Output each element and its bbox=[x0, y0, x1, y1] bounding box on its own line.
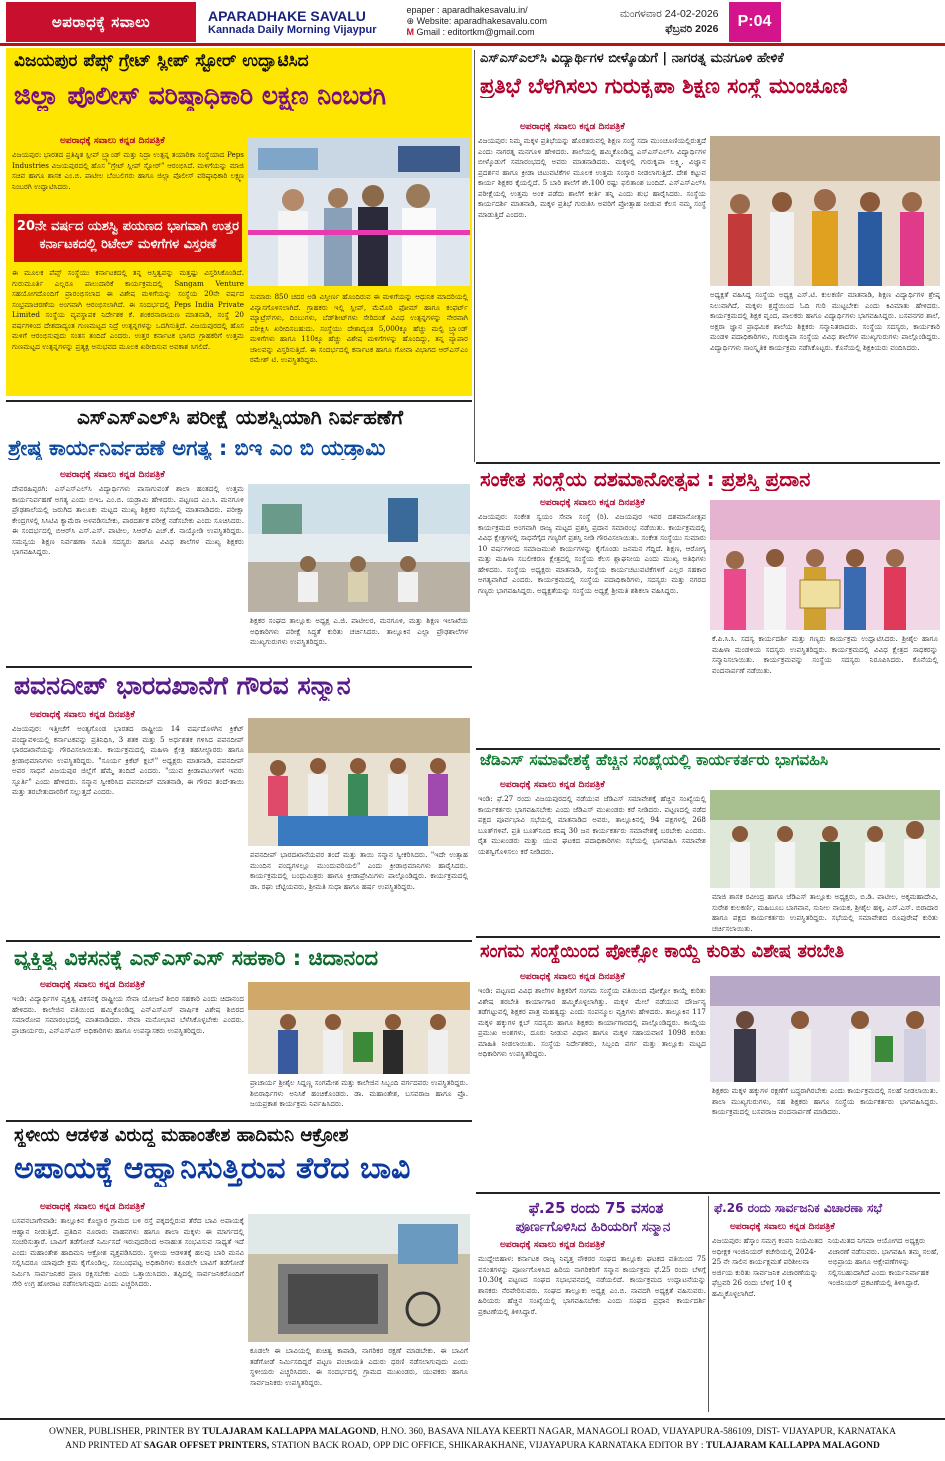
sangama-caption: ಶಿಕ್ಷಕರು ಮಕ್ಕಳ ಹಕ್ಕುಗಳ ರಕ್ಷಣೆಗೆ ಬದ್ಧರಾಗಿರಬೇಕು ಎಂದು ಕಾರ್ಯಕ್ರಮದಲ್ಲಿ ಸಲಹೆ ನೀಡಲಾಯಿತು. ಶಾಲಾ ಮುಖ್ಯಗುರುಗಳು, ಸಹ ಶಿಕ್ಷಕರು ಹಾಗೂ ಸಂಸ್ಥೆಯ ಕಾರ್ಯಕರ್ತರು ಭಾಗವಹಿಸಿದ್ದರು. ಕಾರ್ಯಕ್ರಮದಲ್ಲಿ ಬಸವರಾಜ ವಂದನಾರ್ಪಣೆ ಮಾಡಿದರು. bbox=[712, 1086, 938, 1116]
section-rule bbox=[476, 1192, 940, 1194]
imprint-line-2 bbox=[0, 1439, 945, 1453]
website-text: Website: aparadhakesavalu.com bbox=[416, 16, 547, 26]
open-well-photo bbox=[248, 1214, 470, 1342]
open-well-image bbox=[248, 1214, 470, 1342]
pavan-body: ವಿಜಯಪುರ: ಇತ್ತೀಚೆಗೆ ಅಂತ್ಯಗೊಂಡ ಭಾರತದ ರಾಷ್ಟ್ರೀಯ 14 ವರ್ಷದೊಳಗಿನ ಕ್ರಿಕೆಟ್ ಪಂದ್ಯಾವಳಿಯಲ್ಲಿ ಕರ್ನಾಟಕವನ್ನು ಪ್ರತಿನಿಧಿಸಿ, 3 ಶತಕ ಮತ್ತು 5 ಅರ್ಧಶತಕ ಗಳಿಸಿದ ಪವನದೀಪ್ ಭಾರದಖಾನೆಯನ್ನು ಗೌರವಿಸಲಾಯಿತು. ಕಾರ್ಯಕ್ರಮದಲ್ಲಿ ಮಹಿಳಾ ಕ್ಷೇತ್ರ ತಹಸೀಲ್ದಾರರು ಹಾಗೂ ಕ್ರೀಡಾಭಿಮಾನಿಗಳು ಉಪಸ್ಥಿತರಿದ್ದರು. "ಸೂರ್ಯ ಕ್ರಿಕೆಟ್ ಕ್ಲಬ್" ಅಧ್ಯಕ್ಷರು ಮಾತನಾಡಿ, ಪವನದೀಪ್ ಅವರ ಸಾಧನೆ ವಿಜಯಪುರ ಜಿಲ್ಲೆಗೆ ಹೆಮ್ಮೆ ತಂದಿದೆ ಎಂದರು. "ಯುವ ಕ್ರೀಡಾಪಟುಗಳಿಗೆ ಇವರು ಸ್ಫೂರ್ತಿ" ಎಂದು ಹೇಳಿದರು. ಸನ್ಮಾನ ಸ್ವೀಕರಿಸಿದ ಪವನದೀಪ್ ಮಾತನಾಡಿ, ಈ ಗೌರವ ತಂದೆ-ತಾಯಿ ಮತ್ತು ತರಬೇತುದಾರರಿಗೆ ಸಲ್ಲುತ್ತದೆ ಎಂದರು. bbox=[12, 724, 244, 796]
imprint-editor-label: EDITOR BY : bbox=[648, 1441, 704, 1451]
gurukrupa-event-photo bbox=[710, 136, 940, 286]
email-text: Gmail : editortkm@gmail.com bbox=[416, 27, 535, 37]
guru-kicker: ಎಸ್‌ಎಸ್‌ಎಲ್‌ಸಿ ವಿದ್ಯಾರ್ಥಿಗಳ ಬೀಳ್ಕೊಡುಗೆ | ನಾಗರತ್ನ ಮನಗೂಳಿ ಹೇಳಿಕೆ bbox=[480, 52, 784, 66]
hiriyaru-headline-1: ಫೆ.25 ರಂದು 75 ವಸಂತ bbox=[528, 1200, 664, 1217]
jds-caption: ಮಾಜಿ ಶಾಸಕ ರವೀಂದ್ರ ಹಾಗೂ ಜೆಡಿಎಸ್ ತಾಲ್ಲೂಕು ಅಧ್ಯಕ್ಷರು, ಬಿ.ಡಿ. ಪಾಟೀಲ, ಅಕ್ಕಮಹಾದೇವಿ, ಸುರೇಶ ಕುಲಕರ್ಣಿ, ಮಹಿಬೂಬ ಬಾಗವಾನ, ಸುನೀಲ ನಾಯಕ, ಶ್ರೀಶೈಲ ಹಳ್ಳಿ, ಎಸ್.ಎಸ್. ಬಿರಾದಾರ ಹಾಗೂ ಪಕ್ಷದ ಕಾರ್ಯಕರ್ತರು ಉಪಸ್ಥಿತರಿದ್ದರು. ಸಭೆಯಲ್ಲಿ ಸಮಾವೇಶದ ರೂಪುರೇಷೆ ಕುರಿತು ಚರ್ಚಿಸಲಾಯಿತು. bbox=[712, 892, 938, 932]
guru-body-2: ಅಧ್ಯಕ್ಷತೆ ವಹಿಸಿದ್ದ ಸಂಸ್ಥೆಯ ಅಧ್ಯಕ್ಷ ಎಸ್.ಟಿ. ಕುಲಕರ್ಣಿ ಮಾತನಾಡಿ, ಶಿಕ್ಷಣ ವಿದ್ಯಾರ್ಥಿಗಳ ಶ್ರೇಷ್ಠ ನಿಲುವಾಗಿದೆ, ಮಕ್ಕಳು ಶ್ರದ್ಧೆಯಿಂದ ಓದಿ ಗುರಿ ಮುಟ್ಟಬೇಕು ಎಂದು ಕಿವಿಮಾತು ಹೇಳಿದರು. ಕಾರ್ಯಕ್ರಮದಲ್ಲಿ ಶಿಕ್ಷಕ ವೃಂದ, ಪಾಲಕರು ಹಾಗೂ ವಿದ್ಯಾರ್ಥಿಗಳು ಭಾಗವಹಿಸಿದ್ದರು. ಬಸವನಗರ ಶಾಲೆ, ಅಕ್ಷರಾ ಜ್ಞಾನ ಪ್ರಾಥಮಿಕ ಶಾಲೆಯ ಶಿಕ್ಷಕರು ಸನ್ಮಾನಿತರಾದರು. ಸಂಸ್ಥೆಯ ಸದಸ್ಯರು, ಕಾರ್ಯಕಾರಿ ಮಂಡಳಿ ಪದಾಧಿಕಾರಿಗಳು, ಗುರುಕೃಪಾ ಸಂಸ್ಥೆಯ ವಿವಿಧ ಶಾಲೆಗಳ ಮುಖ್ಯಗುರುಗಳು ಪಾಲ್ಗೊಂಡಿದ್ದರು. ವಿದ್ಯಾರ್ಥಿಗಳು ಸಾಂಸ್ಕೃತಿಕ ಕಾರ್ಯಕ್ರಮ ನಡೆಸಿಕೊಟ್ಟರು. ಕೊನೆಯಲ್ಲಿ ಶಿಕ್ಷಕಿಯರು ವಂದಿಸಿದರು. bbox=[710, 290, 940, 352]
well-caption: ಕೂಡಲೇ ಈ ಬಾವಿಯಲ್ಲಿ ಶುಚಿತ್ವ ಕಾಪಾಡಿ, ನಾಗರಿಕರ ರಕ್ಷಣೆ ಮಾಡಬೇಕು. ಈ ಬಾವಿಗೆ ತಡೆಗೋಡೆ ನಿರ್ಮಿಸದಿದ್ದರೆ ಪಟ್ಟಣ ಪಂಚಾಯತಿ ಎದುರು ಧರಣಿ ನಡೆಸಲಾಗುವುದು ಎಂದು ಸ್ಥಳೀಯರು ಎಚ್ಚರಿಸಿದರು. ಈ ಸಂದರ್ಭದಲ್ಲಿ ಗ್ರಾಮದ ಮುಖಂಡರು, ಯುವಕರು ಹಾಗೂ ಸಾರ್ವಜನಿಕರು ಉಪಸ್ಥಿತರಿದ್ದರು. bbox=[250, 1346, 468, 1387]
sanketa-award-photo bbox=[710, 500, 940, 630]
nss-body: ಇಂಡಿ: ವಿದ್ಯಾರ್ಥಿಗಳ ವ್ಯಕ್ತಿತ್ವ ವಿಕಸನಕ್ಕೆ ರಾಷ್ಟ್ರೀಯ ಸೇವಾ ಯೋಜನೆ ಶಿಬಿರ ಸಹಕಾರಿ ಎಂದು ಚಿದಾನಂದ ಹೇಳಿದರು. ಕಾಲೇಜಿನ ವತಿಯಿಂದ ಹಮ್ಮಿಕೊಂಡಿದ್ದ ಎನ್‌ಎಸ್‌ಎಸ್ ವಾರ್ಷಿಕ ವಿಶೇಷ ಶಿಬಿರದ ಸಮಾರೋಪ ಸಮಾರಂಭದಲ್ಲಿ ಮಾತನಾಡಿದರು. ಸೇವಾ ಮನೋಭಾವ ಬೆಳೆಸಿಕೊಳ್ಳಬೇಕು ಎಂದರು. ಪ್ರಾಚಾರ್ಯರು, ಎನ್‌ಎಸ್‌ಎಸ್ ಅಧಿಕಾರಿಗಳು ಹಾಗೂ ಉಪನ್ಯಾಸಕರು ಉಪಸ್ಥಿತರಿದ್ದರು. bbox=[12, 994, 244, 1035]
page-number: P:04 bbox=[729, 2, 781, 42]
hiriyaru-body: ಮುದ್ದೇಬಿಹಾಳ: ಕರ್ನಾಟಕ ರಾಜ್ಯ ನಿವೃತ್ತ ನೌಕರರ ಸಂಘದ ತಾಲ್ಲೂಕು ಘಟಕದ ವತಿಯಿಂದ 75 ವಸಂತಗಳನ್ನು ಪೂರ್ಣಗೊಳಿಸಿದ ಹಿರಿಯ ನಾಗರಿಕರಿಗೆ ಸನ್ಮಾನ ಕಾರ್ಯಕ್ರಮ ಫೆ.25 ರಂದು ಬೆಳಿಗ್ಗೆ 10.30ಕ್ಕೆ ಪಟ್ಟಣದ ಸಂಘದ ಸಭಾಭವನದಲ್ಲಿ ನಡೆಯಲಿದೆ. ಕಾರ್ಯಕ್ರಮದ ಉದ್ಘಾಟನೆಯನ್ನು ಶಾಸಕರು ನೆರವೇರಿಸುವರು. ಸಂಘದ ತಾಲ್ಲೂಕು ಅಧ್ಯಕ್ಷ ಎಂ.ಬಿ. ನಾವದಗಿ ಅಧ್ಯಕ್ಷತೆ ವಹಿಸುವರು. ಹಿರಿಯರು ಹೆಚ್ಚಿನ ಸಂಖ್ಯೆಯಲ್ಲಿ ಭಾಗವಹಿಸಬೇಕು ಎಂದು ಸಂಘದ ಪ್ರಧಾನ ಕಾರ್ಯದರ್ಶಿ ಪ್ರಕಟಣೆಯಲ್ಲಿ ತಿಳಿಸಿದ್ದಾರೆ. bbox=[478, 1254, 706, 1316]
imprint-editor-name: TULAJARAM KALLAPPA MALAGOND bbox=[705, 1441, 880, 1451]
nss-stage-photo bbox=[248, 982, 470, 1074]
award-ceremony-photo bbox=[710, 500, 940, 630]
date-block bbox=[609, 7, 719, 37]
nss-caption: ಪ್ರಾಚಾರ್ಯ ಶ್ರೀಶೈಲ ಸಿದ್ದಣ್ಣ ಸಂಗಮೇಶ ಮತ್ತು ಕಾಲೇಜಿನ ಸಿಬ್ಬಂದಿ ವರ್ಗದವರು ಉಪಸ್ಥಿತರಿದ್ದರು. ಶಿಬಿರಾರ್ಥಿಗಳು ಅನಿಸಿಕೆ ಹಂಚಿಕೊಂಡರು. ಡಾ. ಮಹಾಂತೇಶ, ಬಸವರಾಜ ಹಾಗೂ ಪ್ರೊ. ಜಯಪ್ರಕಾಶ ಕಾರ್ಯಕ್ರಮ ನಿರ್ವಹಿಸಿದರು. bbox=[250, 1078, 468, 1108]
imprint-address: , H.NO. 360, BASAVA NILAYA KEERTI NAGAR, MANAGOLI ROAD, VIJAYAPURA-586109, DIST- VIJAYAPUR, KARNATAKA bbox=[376, 1427, 896, 1437]
nss-byline: ಅಪರಾಧಕ್ಕೆ ಸವಾಲು ಕನ್ನಡ ದಿನಪತ್ರಿಕೆ bbox=[40, 980, 145, 990]
guru-byline: ಅಪರಾಧಕ್ಕೆ ಸವಾಲು ಕನ್ನಡ ದಿನಪತ್ರಿಕೆ bbox=[520, 122, 625, 132]
meeting-hall-photo bbox=[248, 484, 470, 612]
section-rule bbox=[6, 666, 472, 668]
sanketa-headline: ಸಂಕೇತ ಸಂಸ್ಥೆಯ ದಶಮಾನೋತ್ಸವ : ಪ್ರಶಸ್ತಿ ಪ್ರದಾನ bbox=[480, 468, 811, 491]
imprint-line-1 bbox=[0, 1425, 945, 1439]
issue-date: ಮಂಗಳವಾರ 24-02-2026 bbox=[619, 7, 719, 20]
masthead bbox=[0, 0, 945, 46]
issue-month: ಫೆಬ್ರವರಿ 2026 bbox=[665, 22, 719, 35]
well-kicker: ಸ್ಥಳೀಯ ಆಡಳಿತ ವಿರುದ್ಧ ಮಹಾಂತೇಶ ಹಾದಿಮನಿ ಆಕ್ರೋಶ bbox=[14, 1126, 349, 1146]
column-divider bbox=[708, 1196, 709, 1412]
nss-headline: ವ್ಯಕ್ತಿತ್ವ ವಿಕಸನಕ್ಕೆ ಎನ್‌ಎಸ್‌ಎಸ್ ಸಹಕಾರಿ : ಚಿದಾನಂದ bbox=[14, 946, 379, 970]
sanketa-caption: ಕೆ.ಪಿ.ಸಿ.ಸಿ. ಸದಸ್ಯ ಕಾರ್ಯದರ್ಶಿ ಮತ್ತು ಗಣ್ಯರು ಕಾರ್ಯಕ್ರಮ ಉದ್ಘಾಟಿಸಿದರು. ಶ್ರೀಶೈಲ ಹಾಗೂ ಮಹಿಳಾ ಮಂಡಳಿಯ ಸದಸ್ಯರು ಉಪಸ್ಥಿತರಿದ್ದರು. ಕಾರ್ಯಕ್ರಮದಲ್ಲಿ ವಿವಿಧ ಕ್ಷೇತ್ರದ ಸಾಧಕರನ್ನು ಸನ್ಮಾನಿಸಲಾಯಿತು. ಕಾರ್ಯಕ್ರಮವನ್ನು ಸಂಸ್ಥೆಯ ಸದಸ್ಯರು ನಿರೂಪಿಸಿದರು. ಕೊನೆಯಲ್ಲಿ ವಂದನಾರ್ಪಣೆ ನಡೆಯಿತು. bbox=[712, 634, 938, 675]
mail-icon: M bbox=[406, 27, 414, 37]
imprint-press-name: SAGAR OFFSET PRINTERS, bbox=[143, 1441, 270, 1451]
exam-meeting-photo bbox=[248, 484, 470, 612]
section-rule bbox=[6, 940, 472, 942]
section-rule bbox=[476, 748, 940, 750]
pavan-headline: ಪವನದೀಪ್ ಭಾರದಖಾನೆಗೆ ಗೌರವ ಸನ್ಮಾನ bbox=[14, 672, 351, 700]
pepsi-highlight-box: 20ನೇ ವರ್ಷದ ಯಶಸ್ವಿ ಪಯಣದ ಭಾಗವಾಗಿ ಉತ್ತರ ಕರ್ನಾಟಕದಲ್ಲಿ ರಿಟೇಲ್ ಮಳಿಗೆಗಳ ವಿಸ್ತರಣೆ bbox=[14, 214, 242, 262]
party-meeting-photo bbox=[710, 790, 940, 888]
masthead-tagline: Kannada Daily Morning Vijaypur bbox=[208, 23, 377, 36]
sangama-byline: ಅಪರಾಧಕ್ಕೆ ಸವಾಲು ಕನ್ನಡ ದಿನಪತ್ರಿಕೆ bbox=[520, 972, 625, 982]
exam-byline: ಅಪರಾಧಕ್ಕೆ ಸವಾಲು ಕನ್ನಡ ದಿನಪತ್ರಿಕೆ bbox=[60, 470, 165, 480]
jds-headline: ಜೆಡಿಎಸ್ ಸಮಾವೇಶಕ್ಕೆ ಹೆಚ್ಚಿನ ಸಂಖ್ಯೆಯಲ್ಲಿ ಕಾರ್ಯಕರ್ತರು ಭಾಗವಹಿಸಿ bbox=[480, 752, 829, 769]
imprint-press-address: STATION BACK ROAD, OPP DIC OFFICE, SHIKARAKHANE, VIJAYAPURA KARNATAKA bbox=[271, 1441, 647, 1451]
pepsi-store-opening-photo bbox=[248, 138, 470, 286]
hearing-body-2: ನಿಯಮಿತದ ನಿಗಮಾ ಆಯೋಗದ ಅಧ್ಯಕ್ಷರು ವಿಚಾರಣೆ ನಡೆಸುವರು. ಭಾಗವಹಿಸಿ ತಮ್ಮ ಸಲಹೆ, ಅಭಿಪ್ರಾಯ ಹಾಗೂ ಆಕ್ಷೇಪಣೆಗಳನ್ನು ಸಲ್ಲಿಸಬಹುದಾಗಿದೆ ಎಂದು ಕಾರ್ಯನಿರ್ವಾಹಕ ಇಂಜಿನಿಯರ್ ಪ್ರಕಟಣೆಯಲ್ಲಿ ತಿಳಿಸಿದ್ದಾರೆ. bbox=[828, 1236, 939, 1287]
guru-headline: ಪ್ರತಿಭೆ ಬೆಳಗಿಸಲು ಗುರುಕೃಪಾ ಶಿಕ್ಷಣ ಸಂಸ್ಥೆ ಮುಂಚೂಣಿ bbox=[480, 74, 848, 98]
imprint-owner-label: OWNER, PUBLISHER, PRINTER BY bbox=[49, 1427, 200, 1437]
section-rule bbox=[6, 400, 472, 402]
training-session-photo bbox=[710, 976, 940, 1082]
column-divider bbox=[474, 50, 475, 462]
imprint-footer bbox=[0, 1418, 945, 1461]
email-link[interactable] bbox=[407, 27, 597, 38]
ribbon-cutting-photo bbox=[248, 138, 470, 286]
well-headline: ಅಪಾಯಕ್ಕೆ ಆಹ್ವಾನಿಸುತ್ತಿರುವ ತೆರೆದ ಬಾವಿ bbox=[14, 1152, 411, 1186]
website-link[interactable] bbox=[407, 16, 597, 27]
pavan-felicitation-photo bbox=[248, 718, 470, 846]
globe-icon: ⊕ bbox=[406, 16, 415, 26]
pepsi-body-1: ವಿಜಯಪುರ: ಭಾರತದ ಪ್ರತಿಷ್ಠಿತ ಸ್ಲೀಪ್ ಬ್ರ್ಯಾಂಡ್ ಮತ್ತು ನಿದ್ರಾ ಉತ್ಪನ್ನ ತಯಾರಿಕಾ ಸಂಸ್ಥೆಯಾದ Peps Industries ವಿಜಯಪುರದಲ್ಲಿ ಹೊಸ "ಗ್ರೇಟ್ ಸ್ಲೀಪ್ ಸ್ಟೋರ್" ಆರಂಭಿಸಿದೆ. ಮಳಿಗೆಯನ್ನು ಮಾಜಿ ಸಚಿವ ಹಾಗೂ ಶಾಸಕ ಎಂ.ಬಿ. ಪಾಟೀಲ ಬೆಂಬಲಿಗರು ಹಾಗೂ ಜಿಲ್ಲಾ ಪೊಲೀಸ್ ವರಿಷ್ಠಾಧಿಕಾರಿ ಲಕ್ಷ್ಮಣ ನಿಂಬರಗಿ ಉದ್ಘಾಟಿಸಿದರು. bbox=[12, 150, 244, 191]
jds-byline: ಅಪರಾಧಕ್ಕೆ ಸವಾಲು ಕನ್ನಡ ದಿನಪತ್ರಿಕೆ bbox=[500, 780, 605, 790]
jds-body: ಇಂಡಿ: ಫೆ.27 ರಂದು ವಿಜಯಪುರದಲ್ಲಿ ನಡೆಯುವ ಜೆಡಿಎಸ್ ಸಮಾವೇಶಕ್ಕೆ ಹೆಚ್ಚಿನ ಸಂಖ್ಯೆಯಲ್ಲಿ ಕಾರ್ಯಕರ್ತರು ಭಾಗವಹಿಸಬೇಕು ಎಂದು ಜೆಡಿಎಸ್ ಮುಖಂಡರು ಕರೆ ನೀಡಿದರು. ಪಟ್ಟಣದಲ್ಲಿ ನಡೆದ ಪಕ್ಷದ ಪೂರ್ವಭಾವಿ ಸಭೆಯಲ್ಲಿ ಮಾತನಾಡಿದ ಅವರು, ತಾಲ್ಲೂಕಿನಲ್ಲಿ 94 ಪಕ್ಷಗಳಲ್ಲಿ 268 ಬೂತ್‌ಗಳಿವೆ. ಪ್ರತಿ ಬೂತ್‌ನಿಂದ ಕನಿಷ್ಠ 30 ಜನ ಕಾರ್ಯಕರ್ತರು ಸಮಾವೇಶಕ್ಕೆ ಬರಬೇಕು ಎಂದರು. ರೈತ ಮುಖಂಡರು ಮತ್ತು ಯುವ ಘಟಕದ ಪದಾಧಿಕಾರಿಗಳು ಸಭೆಯಲ್ಲಿ ಭಾಗವಹಿಸಿ ಸಮಾವೇಶ ಯಶಸ್ವಿಗೊಳಿಸಲು ಕರೆ ನೀಡಿದರು. bbox=[478, 794, 706, 856]
section-rule bbox=[476, 936, 940, 938]
sangama-headline: ಸಂಗಮ ಸಂಸ್ಥೆಯಿಂದ ಪೋಕ್ಸೋ ಕಾಯ್ದೆ ಕುರಿತು ವಿಶೇಷ ತರಬೇತಿ bbox=[480, 942, 845, 962]
pepsi-caption: ಸುಮಾರು 850 ಚದರ ಅಡಿ ವಿಸ್ತೀರ್ಣ ಹೊಂದಿರುವ ಈ ಮಳಿಗೆಯನ್ನು ಆಧುನಿಕ ಮಾದರಿಯಲ್ಲಿ ವಿನ್ಯಾಸಗೊಳಿಸಲಾಗಿದೆ. ಗ್ರಾಹಕರು ಇಲ್ಲಿ ಸ್ಲೀಪ್, ಮೆಮೊರಿ ಫೋಮ್ ಹಾಗೂ ಕಂಫರ್ಟ್ ಮ್ಯಾಟ್ರೆಸ್‌ಗಳು, ದಿಂಬುಗಳು, ಬೆಡ್‌ಶೀಟ್‌ಗಳು ಸೇರಿದಂತೆ ವಿವಿಧ ಉತ್ಪನ್ನಗಳನ್ನು ನೇರವಾಗಿ ಪರೀಕ್ಷಿಸಿ ಖರೀದಿಸಬಹುದು. ಸಂಸ್ಥೆಯು ದೇಶಾದ್ಯಂತ 5,000ಕ್ಕೂ ಹೆಚ್ಚು ಮಲ್ಟಿ ಬ್ರ್ಯಾಂಡ್ ಮಳಿಗೆಗಳು ಹಾಗೂ 110ಕ್ಕೂ ಹೆಚ್ಚು ವಿಶೇಷ ಮಳಿಗೆಗಳನ್ನು ಹೊಂದಿದ್ದು, ತನ್ನ ವ್ಯಾಪಾರ ಜಾಲವನ್ನು ವಿಸ್ತರಿಸುತ್ತಿದೆ. ಈ ಸಂದರ್ಭದಲ್ಲಿ ಕರ್ನಾಟಕ ಹಾಗೂ ಗೋವಾ ವಿಭಾಗದ ಆರ್‌ಎಸ್‌ಎಂ ರಮೇಶ್ ಟಿ. ಉಪಸ್ಥಿತರಿದ್ದರು. bbox=[250, 292, 468, 364]
sanketa-byline: ಅಪರಾಧಕ್ಕೆ ಸವಾಲು ಕನ್ನಡ ದಿನಪತ್ರಿಕೆ bbox=[540, 498, 645, 508]
guru-body-1: ವಿಜಯಪುರ: ನಿಮ್ಮ ಮಕ್ಕಳ ಪ್ರತಿಭೆಯನ್ನು ಹೊರತರುವಲ್ಲಿ ಶಿಕ್ಷಣ ಸಂಸ್ಥೆ ಸದಾ ಮುಂಚೂಣಿಯಲ್ಲಿರುತ್ತದೆ ಎಂದು ನಾಗರತ್ನ ಮನಗೂಳಿ ಹೇಳಿದರು. ಶಾಲೆಯಲ್ಲಿ ಹಮ್ಮಿಕೊಂಡಿದ್ದ ಎಸ್‌ಎಸ್‌ಎಲ್‌ಸಿ ವಿದ್ಯಾರ್ಥಿಗಳ ಬೀಳ್ಕೊಡುಗೆ ಸಮಾರಂಭದಲ್ಲಿ ಅವರು ಮಾತನಾಡಿದರು. ಮಕ್ಕಳಲ್ಲಿ ಗುರುಕೃಪಾ ಲಕ್ಷ್ಮಿ, ವಿಜ್ಞಾನ ಪ್ರದರ್ಶನ ಹಾಗೂ ಕ್ರೀಡಾ ಚಟುವಟಿಕೆಗಳ ಮೂಲಕ ಉತ್ತಮ ಸಂಸ್ಕಾರ ನೀಡಲಾಗುತ್ತಿದೆ. ದೇಶ ಕಟ್ಟುವ ಕಾರ್ಯ ಶಿಕ್ಷಕರ ಕೈಯಲ್ಲಿದೆ. 5 ಬಾರಿ ಶಾಲೆಗೆ ಶೇ.100 ರಷ್ಟು ಫಲಿತಾಂಶ ಬಂದಿದೆ. ಎಸ್‌ಎಸ್‌ಎಲ್‌ಸಿ ಪರೀಕ್ಷೆಯಲ್ಲಿ ಉತ್ತಮ ಅಂಕ ಪಡೆದು ಶಾಲೆಗೆ ಕೀರ್ತಿ ತನ್ನಿ ಎಂದು ಶುಭ ಹಾರೈಸಿದರು. ಸಂಸ್ಥೆಯ ಕಾರ್ಯದರ್ಶಿ ಮಾತನಾಡಿ, ಮಕ್ಕಳ ಪ್ರತಿಭೆ ಗುರುತಿಸಿ ಅವರಿಗೆ ಪ್ರೋತ್ಸಾಹ ನೀಡುವ ಕೆಲಸ ನಮ್ಮ ಸಂಸ್ಥೆ ಮಾಡುತ್ತಿದೆ ಎಂದರು. bbox=[478, 136, 706, 219]
hearing-byline: ಅಪರಾಧಕ್ಕೆ ಸವಾಲು ಕನ್ನಡ ದಿನಪತ್ರಿಕೆ bbox=[730, 1222, 835, 1232]
pepsi-headline: ಜಿಲ್ಲಾ ಪೊಲೀಸ್ ವರಿಷ್ಠಾಧಿಕಾರಿ ಲಕ್ಷ್ಮಣ ನಿಂಬರಗಿ bbox=[14, 82, 387, 110]
pavan-byline: ಅಪರಾಧಕ್ಕೆ ಸವಾಲು ಕನ್ನಡ ದಿನಪತ್ರಿಕೆ bbox=[30, 710, 135, 720]
english-name: APARADHAKE SAVALU bbox=[208, 7, 366, 24]
well-body: ಬಸವನಬಾಗೇವಾಡಿ: ತಾಲ್ಲೂಕಿನ ಕೊಲ್ಹಾರ ಗ್ರಾಮದ ಬಳಿ ರಸ್ತೆ ಪಕ್ಕದಲ್ಲಿರುವ ತೆರೆದ ಬಾವಿ ಅಪಾಯಕ್ಕೆ ಆಹ್ವಾನ ನೀಡುತ್ತಿದೆ. ಪ್ರತಿದಿನ ನೂರಾರು ವಾಹನಗಳು ಹಾಗೂ ಶಾಲಾ ಮಕ್ಕಳು ಈ ಮಾರ್ಗದಲ್ಲಿ ಸಂಚರಿಸುತ್ತಾರೆ. ಬಾವಿಗೆ ತಡೆಗೋಡೆ ನಿರ್ಮಿಸದೆ ಇರುವುದರಿಂದ ಅನಾಹುತ ಸಂಭವಿಸುವ ಸಾಧ್ಯತೆ ಇದೆ ಎಂದು ಮಹಾಂತೇಶ ಹಾದಿಮನಿ ಆಕ್ರೋಶ ವ್ಯಕ್ತಪಡಿಸಿದರು. ಸ್ಥಳೀಯ ಆಡಳಿತಕ್ಕೆ ಹಲವು ಬಾರಿ ಮನವಿ ಸಲ್ಲಿಸಿದರೂ ಯಾವುದೇ ಕ್ರಮ ಕೈಗೊಂಡಿಲ್ಲ. ಸಂಬಂಧಪಟ್ಟ ಅಧಿಕಾರಿಗಳು ಕೂಡಲೇ ಬಾವಿಗೆ ತಡೆಗೋಡೆ ನಿರ್ಮಿಸಿ ಸಾರ್ವಜನಿಕರ ಪ್ರಾಣ ರಕ್ಷಿಸಬೇಕು ಎಂದು ಒತ್ತಾಯಿಸಿದರು. ತಪ್ಪಿದಲ್ಲಿ ಸಾರ್ವಜನಿಕರೊಂದಿಗೆ ಸೇರಿ ಉಗ್ರ ಹೋರಾಟ ನಡೆಸಲಾಗುವುದು ಎಂದು ಎಚ್ಚರಿಸಿದರು. bbox=[12, 1216, 244, 1288]
cricket-team-photo bbox=[248, 718, 470, 846]
section-rule bbox=[476, 462, 940, 464]
well-byline: ಅಪರಾಧಕ್ಕೆ ಸವಾಲು ಕನ್ನಡ ದಿನಪತ್ರಿಕೆ bbox=[40, 1202, 145, 1212]
sanketa-body: ವಿಜಯಪುರ: ಸಂಕೇತ ಸ್ವಯಂ ಸೇವಾ ಸಂಸ್ಥೆ (ರಿ). ವಿಜಯಪುರ ಇವರ ದಶಮಾನೋತ್ಸವ ಕಾರ್ಯಕ್ರಮದ ಅಂಗವಾಗಿ ರಾಜ್ಯ ಮಟ್ಟದ ಪ್ರಶಸ್ತಿ ಪ್ರದಾನ ಸಮಾರಂಭ ನಡೆಯಿತು. ಕಾರ್ಯಕ್ರಮದಲ್ಲಿ ವಿವಿಧ ಕ್ಷೇತ್ರಗಳಲ್ಲಿ ಸಾಧನೆಗೈದ ಗಣ್ಯರಿಗೆ ಪ್ರಶಸ್ತಿ ನೀಡಿ ಗೌರವಿಸಲಾಯಿತು. ಸಂಕೇತ ಸಂಸ್ಥೆಯು ಸುಮಾರು 10 ವರ್ಷಗಳಿಂದ ಸಮಾಜಮುಖಿ ಕಾರ್ಯಗಳನ್ನು ಕೈಗೊಂಡು ಜನಮನ ಗೆದ್ದಿದೆ. ಶಿಕ್ಷಣ, ಆರೋಗ್ಯ ಮತ್ತು ಮಹಿಳಾ ಸಬಲೀಕರಣ ಕ್ಷೇತ್ರದಲ್ಲಿ ಸಂಸ್ಥೆಯ ಕೆಲಸ ಶ್ಲಾಘನೀಯ ಎಂದು ಮುಖ್ಯ ಅತಿಥಿಗಳು ಹೇಳಿದರು. ಸಂಸ್ಥೆಯ ಅಧ್ಯಕ್ಷರು ಮಾತನಾಡಿ, ಸಂಸ್ಥೆಯ ಕಾರ್ಯಚಟುವಟಿಕೆಗಳಿಗೆ ಎಲ್ಲರ ಸಹಕಾರ ಅಗತ್ಯವಾಗಿದೆ ಎಂದರು. ಕಾರ್ಯಕ್ರಮದಲ್ಲಿ ಸಂಸ್ಥೆಯ ಪದಾಧಿಕಾರಿಗಳು, ಸದಸ್ಯರು ಮತ್ತು ನಗರದ ಗಣ್ಯರು ಭಾಗವಹಿಸಿದ್ದರು. ಅಧ್ಯಕ್ಷತೆಯನ್ನು ಸಂಸ್ಥೆಯ ಅಧ್ಯಕ್ಷೆ ಶ್ರೀಮತಿ ಶಶಿಕಲಾ ವಹಿಸಿದ್ದರು. bbox=[478, 512, 706, 595]
imprint-printed-label: AND PRINTED AT bbox=[65, 1441, 142, 1451]
masthead-title-block bbox=[196, 8, 377, 36]
imprint-owner-name: TULAJARAM KALLAPPA MALAGOND bbox=[202, 1427, 377, 1437]
contact-block bbox=[407, 5, 597, 38]
hiriyaru-byline: ಅಪರಾಧಕ್ಕೆ ಸವಾಲು ಕನ್ನಡ ದಿನಪತ್ರಿಕೆ bbox=[500, 1240, 605, 1250]
pepsi-byline: ಅಪರಾಧಕ್ಕೆ ಸವಾಲು ಕನ್ನಡ ದಿನಪತ್ರಿಕೆ bbox=[60, 136, 165, 146]
newspaper-logo: ಅಪರಾಧಕ್ಕೆ ಸವಾಲು bbox=[6, 2, 196, 42]
nss-camp-photo bbox=[248, 982, 470, 1074]
exam-caption: ಶಿಕ್ಷಕರ ಸಂಘದ ತಾಲ್ಲೂಕು ಅಧ್ಯಕ್ಷ ಎ.ಜಿ. ಪಾಟೀಲರ, ಮನಗೂಳಿ, ಮತ್ತು ಶಿಕ್ಷಣ ಇಲಾಖೆಯ ಅಧಿಕಾರಿಗಳು ಪರೀಕ್ಷೆ ಸಿದ್ಧತೆ ಕುರಿತು ಚರ್ಚಿಸಿದರು. ತಾಲ್ಲೂಕಿನ ಎಲ್ಲಾ ಪ್ರೌಢಶಾಲೆಗಳ ಮುಖ್ಯಗುರುಗಳು ಉಪಸ್ಥಿತರಿದ್ದರು. bbox=[250, 616, 468, 646]
hiriyaru-headline-2: ಪೂರ್ಣಗೊಳಿಸಿದ ಹಿರಿಯರಿಗೆ ಸನ್ಮಾನ bbox=[515, 1220, 671, 1235]
sangama-training-photo bbox=[710, 976, 940, 1082]
epaper-link[interactable]: epaper : aparadhakesavalu.in/ bbox=[406, 5, 528, 15]
hearing-body-1: ವಿಜಯಪುರ: ಹೆಸ್ಕಾಂ ಸಮಗ್ರ ಕಂಪನಿ ನಿಯಮಿತದ ಅಧೀಕ್ಷಕ ಇಂಜಿನಿಯರ್ ಕಚೇರಿಯಲ್ಲಿ 2024-25 ನೇ ಸಾಲಿನ ಕಾರ್ಯಕ್ಷಮತೆ ಪರಿಶೀಲನಾ ಅರ್ಜಿಯ ಕುರಿತು ಸಾರ್ವಜನಿಕ ವಿಚಾರಣೆಯನ್ನು ಫೆಬ್ರವರಿ 26 ರಂದು ಬೆಳಿಗ್ಗೆ 10 ಕ್ಕೆ ಹಮ್ಮಿಕೊಳ್ಳಲಾಗಿದೆ. bbox=[712, 1236, 823, 1298]
school-event-photo bbox=[710, 136, 940, 286]
exam-kicker: ಎಸ್‌ಎಸ್‌ಎಲ್‌ಸಿ ಪರೀಕ್ಷೆ ಯಶಸ್ವಿಯಾಗಿ ನಿರ್ವಹಣೆಗೆ bbox=[76, 406, 404, 429]
hearing-headline: ಫೆ.26 ರಂದು ಸಾರ್ವಜನಿಕ ವಿಚಾರಣಾ ಸಭೆ bbox=[714, 1202, 883, 1215]
pepsi-body-2: ಈ ಮೂಲಕ ಪೆಪ್ಸ್ ಸಂಸ್ಥೆಯು ಕರ್ನಾಟಕದಲ್ಲಿ ತನ್ನ ಅಸ್ತಿತ್ವವನ್ನು ಮತ್ತಷ್ಟು ವಿಸ್ತರಿಸಿಕೊಂಡಿದೆ. ಗುರುಮೂರ್ತಿ ಎಲ್ಲರೂ ಪಾಲುದಾರಿಕೆ ಕಾರ್ಯಕ್ರಮದಲ್ಲಿ Sangam Venture ಸಹಯೋಗದೊಂದಿಗೆ ಪ್ರಾರಂಭಿಸಲಾದ ಈ ವಿಶೇಷ ಮಳಿಗೆಯನ್ನು ಸಂಸ್ಥೆಯ 20ನೇ ವರ್ಷದ ಸಂಭ್ರಮಾಚರಣೆಯ ಅಂಗವಾಗಿ ಆರಂಭಿಸಲಾಗಿದೆ. ಈ ಸಂದರ್ಭದಲ್ಲಿ Peps India Private Limited ಸಂಸ್ಥೆಯ ವ್ಯವಸ್ಥಾಪಕ ನಿರ್ದೇಶಕ ಕೆ. ಶಂಕರನಾರಾಯಣ ಮಾತನಾಡಿ, ಸಂಸ್ಥೆ 20 ವರ್ಷಗಳಿಂದ ದೇಶದಾದ್ಯಂತ ಗುಣಮಟ್ಟದ ನಿದ್ರೆ ಉತ್ಪನ್ನಗಳನ್ನು ಒದಗಿಸುತ್ತಿದೆ. ವಿಜಯಪುರದಲ್ಲಿ ಹೊಸ ಮಳಿಗೆ ಆರಂಭಿಸುವುದು ಸಂತಸ ತಂದಿದೆ ಎಂದರು. ಉತ್ತರ ಕರ್ನಾಟಕ ಭಾಗದ ಗ್ರಾಹಕರಿಗೆ ಉತ್ತಮ ಗುಣಮಟ್ಟದ ಉತ್ಪನ್ನಗಳನ್ನು ಪ್ರತ್ಯಕ್ಷ ಅನುಭವದ ಮೂಲಕ ಖರೀದಿಸುವ ಅವಕಾಶ ಸಿಗಲಿದೆ. bbox=[12, 268, 244, 351]
pavan-caption: ಪವನದೀಪ್ ಭಾರದಖಾನೆಯವರ ತಂದೆ ಮತ್ತು ತಾಯಿ ಸನ್ಮಾನ ಸ್ವೀಕರಿಸಿದರು. "ಇದೇ ಉತ್ಸಾಹ ಮುಂದಿನ ಪಂದ್ಯಗಳಲ್ಲೂ ಮುಂದುವರಿಯಲಿ" ಎಂದು ಕ್ರೀಡಾಭಿಮಾನಿಗಳು ಹಾರೈಸಿದರು. ಕಾರ್ಯಕ್ರಮದಲ್ಲಿ ಬಂಧುಮಿತ್ರರು ಹಾಗೂ ಕ್ರೀಡಾಪ್ರೇಮಿಗಳು ಪಾಲ್ಗೊಂಡಿದ್ದರು. ಕಾರ್ಯಕ್ರಮದಲ್ಲಿ ಡಾ. ರಘು ಚೆಟ್ಟಿಯವರು, ಶ್ರೀಮತಿ ಸುಧಾ ಹಾಗೂ ಹರ್ಷ ಉಪಸ್ಥಿತರಿದ್ದರು. bbox=[250, 850, 468, 891]
section-rule bbox=[6, 1120, 472, 1122]
pepsi-kicker: ವಿಜಯಪುರ ಪೆಪ್ಸ್ ಗ್ರೇಟ್ ಸ್ಲೀಪ್ ಸ್ಟೋರ್ ಉದ್ಘಾಟಿಸಿದ bbox=[14, 52, 309, 71]
jds-meeting-photo bbox=[710, 790, 940, 888]
exam-headline: ಶ್ರೇಷ್ಠ ಕಾರ್ಯನಿರ್ವಹಣೆ ಅಗತ್ಯ : ಬಿಇ ಎಂ ಬಿ ಯಡ್ರಾಮಿ bbox=[8, 436, 386, 460]
sangama-body: ಇಂಡಿ: ಪಟ್ಟಣದ ವಿವಿಧ ಶಾಲೆಗಳ ಶಿಕ್ಷಕರಿಗೆ ಸಂಗಮ ಸಂಸ್ಥೆಯ ವತಿಯಿಂದ ಪೋಕ್ಸೋ ಕಾಯ್ದೆ ಕುರಿತು ವಿಶೇಷ ತರಬೇತಿ ಕಾರ್ಯಾಗಾರ ಹಮ್ಮಿಕೊಳ್ಳಲಾಗಿತ್ತು. ಮಕ್ಕಳ ಮೇಲೆ ನಡೆಯುವ ದೌರ್ಜನ್ಯ ತಡೆಗಟ್ಟುವಲ್ಲಿ ಶಿಕ್ಷಕರ ಪಾತ್ರ ಮಹತ್ವದ್ದು ಎಂದು ಸಂಪನ್ಮೂಲ ವ್ಯಕ್ತಿಗಳು ಹೇಳಿದರು. ತಾಲ್ಲೂಕಿನ 117 ಮಕ್ಕಳ ಹಕ್ಕುಗಳ ಕ್ಲಬ್ ಸದಸ್ಯರು ಹಾಗೂ ಶಿಕ್ಷಕರು ಕಾರ್ಯಾಗಾರದಲ್ಲಿ ಪಾಲ್ಗೊಂಡಿದ್ದರು. ಕಾಯ್ದೆಯ ಪ್ರಮುಖ ಅಂಶಗಳು, ದೂರು ನೀಡುವ ವಿಧಾನ ಹಾಗೂ ಮಕ್ಕಳ ಸಹಾಯವಾಣಿ 1098 ಕುರಿತು ಮಾಹಿತಿ ನೀಡಲಾಯಿತು. ಸಂಸ್ಥೆಯ ನಿರ್ದೇಶಕರು, ಸಿಬ್ಬಂದಿ ವರ್ಗ ಮತ್ತು ತಾಲ್ಲೂಕು ಮಟ್ಟದ ಅಧಿಕಾರಿಗಳು ಉಪಸ್ಥಿತರಿದ್ದರು. bbox=[478, 986, 706, 1058]
exam-body: ದೇವರಹಿಪ್ಪರಗಿ: ಎಸ್‌ಎಸ್‌ಎಲ್‌ಸಿ ವಿದ್ಯಾರ್ಥಿಗಳು ಪಾಸಾಗುವಂತೆ ಶಾಲಾ ಹಂತದಲ್ಲಿ ಉತ್ತಮ ಕಾರ್ಯನಿರ್ವಹಣೆ ಅಗತ್ಯ ಎಂದು ಬಿಇಒ ಎಂ.ಬಿ. ಯಡ್ರಾಮಿ ಹೇಳಿದರು. ಪಟ್ಟಣದ ಎಂ.ಸಿ. ಮನಗೂಳಿ ಪ್ರೌಢಶಾಲೆಯಲ್ಲಿ ಜರುಗಿದ ತಾಲೂಕು ಮಟ್ಟದ ಮುಖ್ಯ ಶಿಕ್ಷಕರ ಸಭೆಯಲ್ಲಿ ಮಾತನಾಡಿದರು. ಪರೀಕ್ಷಾ ಕೇಂದ್ರಗಳಲ್ಲಿ ಸಿಸಿಟಿವಿ ಕ್ಯಾಮೆರಾ ಅಳವಡಿಸಬೇಕು, ಪಾರದರ್ಶಕ ಪರೀಕ್ಷೆ ನಡೆಸಬೇಕು ಎಂದು ಸೂಚಿಸಿದರು. ಈ ಸಂದರ್ಭದಲ್ಲಿ ಬಿಆರ್‌ಸಿ ಎಸ್.ಎಸ್. ಪಾಟೀಲ, ಸಿಆರ್‌ಪಿ ಎಚ್.ಕೆ. ನಾಯ್ಕೋಡಿ ಉಪಸ್ಥಿತರಿದ್ದರು. ಸಮನ್ವಯ ಶಿಕ್ಷಣ ನಿರ್ವಹಣಾ ಸಮಿತಿ ಸದಸ್ಯರು ಹಾಗೂ ವಿವಿಧ ಶಾಲೆಗಳ ಮುಖ್ಯ ಶಿಕ್ಷಕರು ಭಾಗವಹಿಸಿದ್ದರು. bbox=[12, 484, 244, 556]
